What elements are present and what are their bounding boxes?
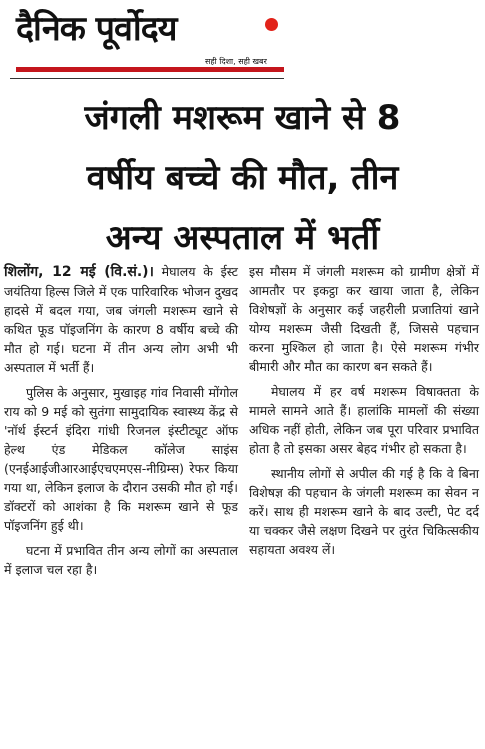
article-column-right	[249, 262, 479, 565]
article-paragraph: पुलिस के अनुसार, मुखाइह गांव निवासी मोंगोल राय को 9 मई को सुतंगा सामुदायिक स्वास्थ्य केंद्र से 'नॉर्थ ईस्टर्न इंदिरा गांधी रिजनल इंस्टीट्यूट ऑफ हेल्थ एंड मेडिकल कॉलेज साइंस (एनईआईजीआरआईएचएमएस-नीग्रिम्स) रेफर किया गया था, लेकिन इलाज के दौरान उसकी मौत हो गई। डॉक्टरों को आशंका है कि मशरूम खाने से फूड पॉइजनिंग हुई थी।	[4, 385, 238, 533]
masthead	[10, 4, 290, 76]
article-paragraph: स्थानीय लोगों से अपील की गई है कि वे बिना विशेषज्ञ की पहचान के जंगली मशरूम का सेवन न करें। साथ ही मशरूम खाने के बाद उल्टी, पेट दर्द या चक्कर जैसे लक्षण दिखने पर तुरंत चिकित्सकीय सहायता अवश्य लें।	[249, 466, 479, 557]
article-paragraph: घटना में प्रभावित तीन अन्य लोगों का अस्पताल में इलाज चल रहा है।	[4, 543, 238, 577]
newspaper-logo: दैनिक पूर्वोदय	[16, 9, 177, 49]
paragraph-text: मेघालय के ईस्ट जयंतिया हिल्स जिले में एक पारिवारिक भोजन दुखद हादसे में बदल गया, जब जंगली मशरूम खाने से कथित फूड पॉइजनिंग के कारण 8 वर्षीय बच्चे की मौत हो गई। घटना में तीन अन्य लोग अभी भी अस्पताल में भर्ती हैं।	[4, 264, 238, 375]
article-paragraph: मेघालय में हर वर्ष मशरूम विषाक्तता के मामले सामने आते हैं। हालांकि मामलों की संख्या अधिक नहीं होती, लेकिन जब पूरा परिवार प्रभावित होता है तो इसका असर बेहद गंभीर हो सकता है।	[249, 384, 479, 456]
dateline: शिलोंग, 12 मई (वि.सं.)।	[4, 264, 154, 280]
headline-line-3: अन्य अस्पताल में भर्ती	[105, 218, 380, 258]
tagline: सही दिशा, सही खबर	[205, 57, 267, 66]
red-strip	[16, 67, 284, 72]
headline	[0, 88, 485, 268]
logo-dot-icon	[265, 18, 278, 31]
masthead-rule	[10, 78, 284, 79]
headline-line-2: वर्षीय बच्चे की मौत, तीन	[86, 158, 399, 198]
article-column-left	[4, 262, 238, 585]
article-paragraph: इस मौसम में जंगली मशरूम को ग्रामीण क्षेत्रों में आमतौर पर इकट्ठा कर खाया जाता है, लेकिन विशेषज्ञों के अनुसार कई जहरीली प्रजातियां खाने योग्य मशरूम जैसी दिखती हैं, जिससे पहचान करना मुश्किल हो जाता है। ऐसे मशरूम गंभीर बीमारी और मौत का कारण बन सकते हैं।	[249, 264, 479, 374]
headline-line-1: जंगली मशरूम खाने से 8	[84, 98, 401, 138]
article-paragraph	[4, 262, 238, 377]
